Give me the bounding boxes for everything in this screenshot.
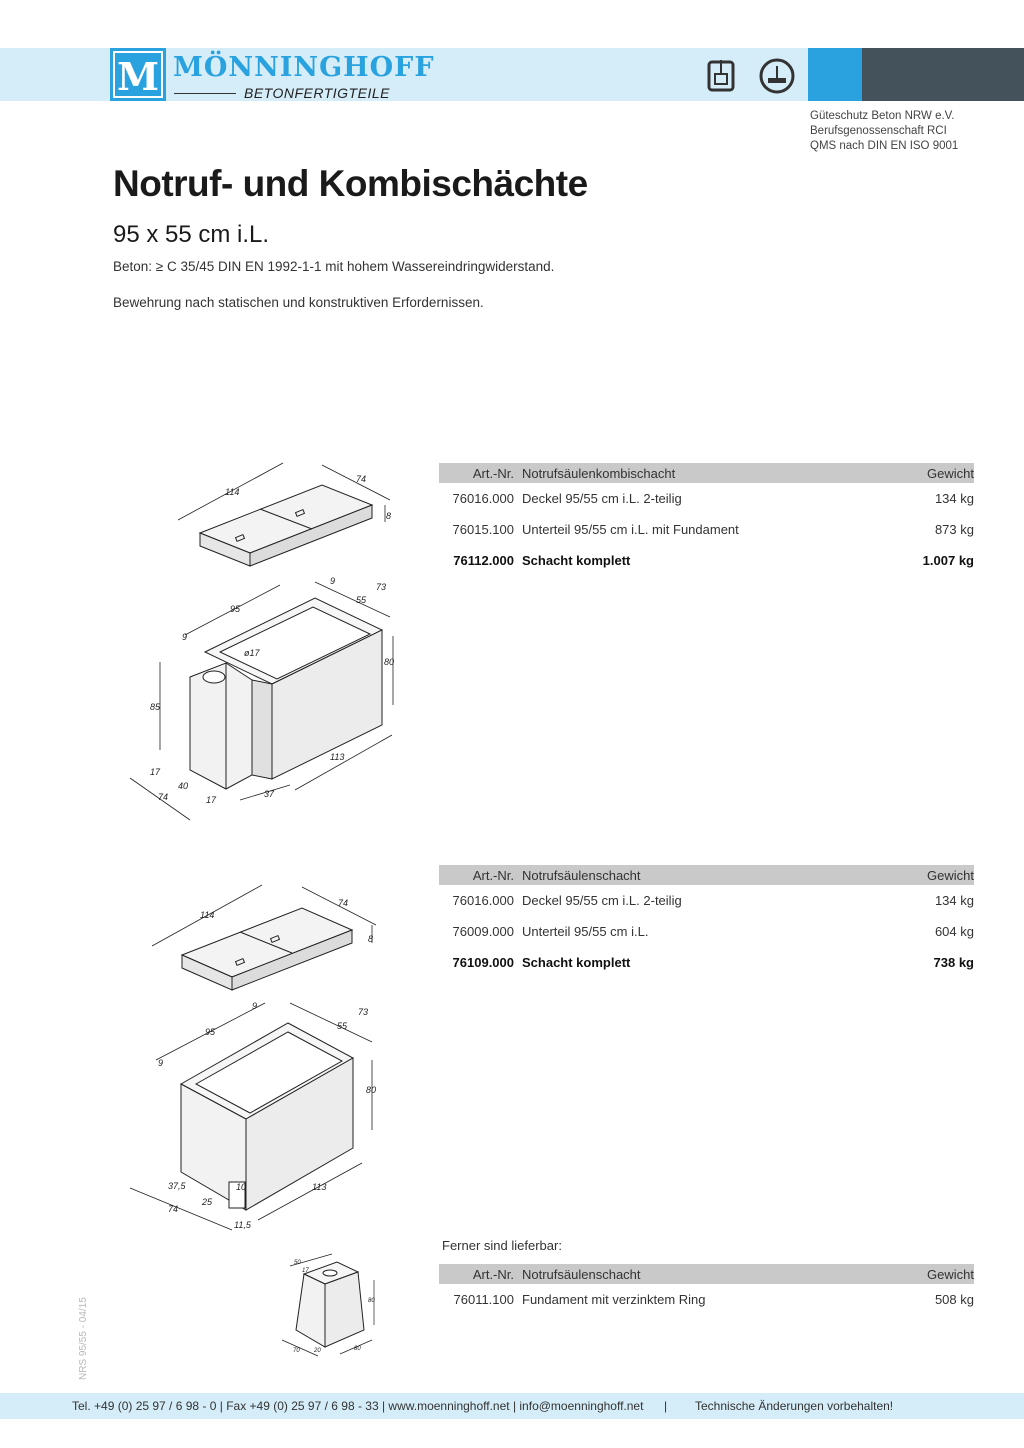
dim-label: 80	[384, 657, 395, 667]
dim-label: 80	[354, 1346, 361, 1352]
dim-label: 113	[330, 752, 345, 762]
cell-description: Deckel 95/55 cm i.L. 2-teilig	[522, 893, 682, 908]
table-header	[439, 865, 974, 885]
cell-weight: 873 kg	[934, 522, 974, 537]
cell-art-no: 76016.000	[452, 491, 514, 506]
cell-description: Schacht komplett	[522, 553, 631, 568]
dim-label: 85	[150, 702, 161, 712]
dim-label: 25	[202, 1197, 213, 1207]
table-row	[439, 514, 974, 545]
footer-note: Technische Änderungen vorbehalten!	[695, 1399, 894, 1413]
dim-label: 11,5	[234, 1220, 251, 1230]
cell-weight: 738 kg	[933, 955, 974, 970]
dim-label: 114	[200, 910, 215, 920]
dim-label: 73	[376, 582, 387, 592]
dim-label: 74	[158, 792, 169, 802]
footer-separator: |	[664, 1399, 668, 1413]
brand-subtitle: BETONFERTIGTEILE	[244, 85, 390, 101]
dim-label: 73	[358, 1007, 369, 1017]
dim-label: 114	[225, 487, 240, 497]
product-table-foundation	[439, 1264, 974, 1315]
table-row-total	[439, 545, 974, 576]
cell-description: Schacht komplett	[522, 955, 631, 970]
dim-label: 50	[294, 1260, 301, 1266]
quality-seal-icon	[701, 56, 741, 96]
header-weight: Gewicht	[927, 1266, 974, 1282]
header-dark-block	[862, 48, 1024, 101]
header-description: Notrufsäulenschacht	[522, 867, 641, 883]
spec-reinforcement: Bewehrung nach statischen und konstruktiven Erfordernissen.	[113, 295, 484, 310]
header-description: Notrufsäulenschacht	[522, 1266, 641, 1282]
table-row	[439, 916, 974, 947]
dim-label: 55	[356, 595, 367, 605]
shaft-drawing	[120, 875, 400, 1235]
cell-weight: 508 kg	[934, 1292, 974, 1307]
dim-label: 70	[293, 1348, 300, 1354]
brand-divider	[174, 93, 236, 94]
dim-label: 74	[168, 1204, 179, 1214]
dim-label: 9	[330, 576, 336, 586]
foundation-shape	[296, 1262, 364, 1347]
dim-label: 17	[150, 767, 161, 777]
certification-list	[810, 109, 958, 154]
certified-weight-icon	[757, 56, 797, 96]
dim-label: 20	[314, 1348, 321, 1354]
dim-label: 9	[182, 632, 188, 642]
logo-mark[interactable]	[110, 48, 166, 101]
svg-text:M: M	[116, 54, 160, 99]
cell-art-no: 76109.000	[452, 955, 514, 970]
document-code: NRS 95/55 - 04/15	[78, 1297, 89, 1380]
brand-name: MÖNNINGHOFF	[173, 52, 435, 83]
product-table-combi	[439, 463, 974, 576]
header-art-no: Art.-Nr.	[472, 465, 514, 481]
dim-label: 113	[312, 1182, 327, 1192]
footer-contact[interactable]: Tel. +49 (0) 25 97 / 6 98 - 0 | Fax +49 (0) 25 97 / 6 98 - 33 | www.moenninghoff.net | info@moenninghoff.net	[72, 1399, 644, 1413]
dim-label: 80	[368, 1298, 375, 1304]
dim-label: 55	[337, 1021, 348, 1031]
cell-weight: 134 kg	[934, 491, 974, 506]
table-row	[439, 483, 974, 514]
product-table-shaft	[439, 865, 974, 978]
cell-art-no: 76009.000	[452, 924, 514, 939]
dim-label: 8	[386, 511, 392, 521]
certification-item: Güteschutz Beton NRW e.V.	[810, 110, 955, 122]
table-header	[439, 1264, 974, 1284]
dim-label: 9	[252, 1001, 258, 1011]
logo-m-icon	[110, 48, 166, 101]
dim-label: 17	[302, 1268, 309, 1274]
page-title: Notruf- und Kombischächte	[113, 163, 588, 204]
table-row	[439, 1284, 974, 1315]
dim-label: 37	[264, 789, 275, 799]
certification-item: Berufsgenossenschaft RCI	[810, 125, 947, 137]
dim-label: ø17	[244, 648, 260, 658]
cell-art-no: 76112.000	[453, 553, 514, 568]
cell-description: Unterteil 95/55 cm i.L.	[522, 924, 649, 939]
table-row	[439, 885, 974, 916]
cell-weight: 134 kg	[934, 893, 974, 908]
header-art-no: Art.-Nr.	[472, 1266, 514, 1282]
dim-label: 17	[206, 795, 217, 805]
certification-item: QMS nach DIN EN ISO 9001	[810, 140, 959, 152]
spec-concrete: Beton: ≥ C 35/45 DIN EN 1992-1-1 mit hohem Wassereindringwiderstand.	[113, 259, 555, 274]
header-description: Notrufsäulenkombischacht	[522, 465, 676, 481]
cell-description: Unterteil 95/55 cm i.L. mit Fundament	[522, 522, 739, 537]
dim-label: 74	[356, 474, 367, 484]
dim-label: 74	[338, 898, 349, 908]
header-weight: Gewicht	[927, 867, 974, 883]
header-accent-block	[808, 48, 862, 101]
cell-weight: 604 kg	[934, 924, 974, 939]
cell-description: Deckel 95/55 cm i.L. 2-teilig	[522, 491, 682, 506]
additional-note: Ferner sind lieferbar:	[442, 1238, 562, 1253]
dim-label: 37,5	[168, 1181, 186, 1191]
combi-body-shape	[190, 598, 382, 789]
dim-label: 80	[366, 1085, 377, 1095]
table-row-total	[439, 947, 974, 978]
cell-weight: 1.007 kg	[922, 553, 974, 568]
combi-cover-shape	[200, 485, 372, 566]
dim-label: 10	[236, 1182, 247, 1192]
dim-label: 40	[178, 781, 189, 791]
dim-label: 9	[158, 1058, 164, 1068]
dim-label: 8	[368, 934, 374, 944]
header-weight: Gewicht	[927, 465, 974, 481]
dim-label: 95	[230, 604, 241, 614]
dim-label: 95	[205, 1027, 216, 1037]
cell-art-no: 76011.100	[453, 1292, 514, 1307]
table-header	[439, 463, 974, 483]
combi-shaft-drawing	[110, 455, 410, 830]
shaft-cover-shape	[182, 908, 352, 990]
foundation-drawing	[270, 1250, 390, 1360]
footer-bar	[0, 1393, 1024, 1419]
cell-description: Fundament mit verzinktem Ring	[522, 1292, 706, 1307]
cell-art-no: 76015.100	[452, 522, 514, 537]
page-subtitle: 95 x 55 cm i.L.	[113, 221, 270, 248]
header-art-no: Art.-Nr.	[472, 867, 514, 883]
cell-art-no: 76016.000	[452, 893, 514, 908]
